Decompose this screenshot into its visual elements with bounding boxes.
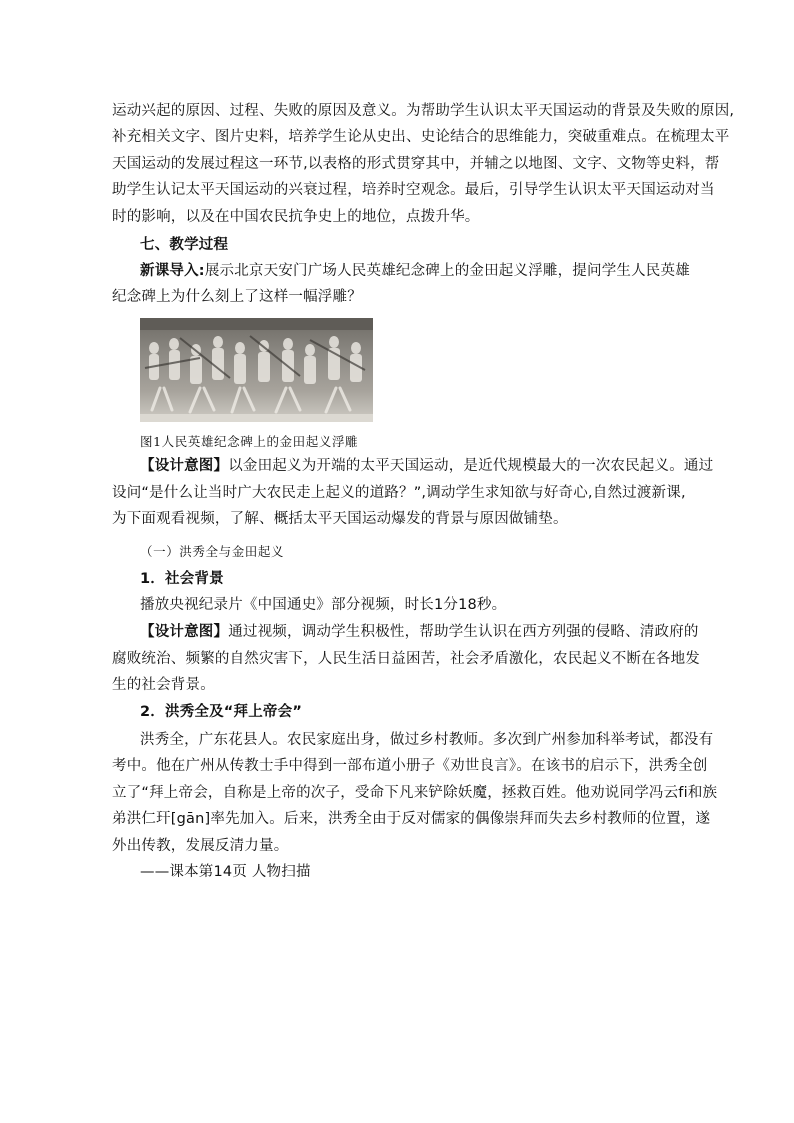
intro-line-1: 运动兴起的原因、过程、失败的原因及意义。为帮助学生认识太平天国运动的背景及失败的原因, <box>112 103 735 119</box>
subsection-heading: （一）洪秀全与金田起义 <box>140 544 285 559</box>
lead-in-text-1: 展示北京天安门广场人民英雄纪念碑上的金田起义浮雕，提问学生人民英雄 <box>204 263 690 279</box>
design-intent-label: 【设计意图】 <box>140 624 229 640</box>
point-2-heading: 2．洪秀全及“拜上帝会” <box>140 704 303 720</box>
design-intent-1-line-3: 为下面观看视频，了解、概括太平天国运动爆发的背景与原因做铺垫。 <box>112 511 568 527</box>
design-intent-label: 【设计意图】 <box>140 458 229 474</box>
section-heading: 七、教学过程 <box>140 237 229 253</box>
design-intent-1-line-1 <box>140 457 713 475</box>
intro-line-5: 时的影响，以及在中国农民抗争史上的地位，点拨升华。 <box>112 209 480 225</box>
lead-in-line-2: 纪念碑上为什么刻上了这样一幅浮雕？ <box>112 289 362 305</box>
design-intent-2-line-3: 生的社会背景。 <box>112 677 215 693</box>
figure-caption: 图1人民英雄纪念碑上的金田起义浮雕 <box>140 434 359 449</box>
point-1-text: 播放央视纪录片《中国通史》部分视频，时长1分18秒。 <box>140 597 507 613</box>
lead-in-label: 新课导入: <box>140 263 205 279</box>
quote-line-5: 外出传教，发展反清力量。 <box>112 838 289 854</box>
relief-sculpture-image <box>140 318 373 422</box>
point-1-heading: 1．社会背景 <box>140 571 224 587</box>
quote-line-3: 立了“拜上帝会，自称是上帝的次子，受命下凡来铲除妖魔，拯救百姓。他劝说同学冯云fi和族 <box>112 785 718 801</box>
design-intent-2-line-2: 腐败统治、频繁的自然灾害下，人民生活日益困苦，社会矛盾激化，农民起义不断在各地发 <box>112 651 700 667</box>
design-intent-2-text-1: 通过视频，调动学生积极性，帮助学生认识在西方列强的侵略、清政府的 <box>228 624 699 640</box>
quote-line-2: 考中。他在广州从传教士手中得到一部布道小册子《劝世良言》。在该书的启示下，洪秀全创 <box>112 758 708 774</box>
design-intent-1-text-1: 以金田起义为开端的太平天国运动，是近代规模最大的一次农民起义。通过 <box>228 458 714 474</box>
intro-line-2: 补充相关文字、图片史料，培养学生论从史出、史论结合的思维能力，突破重难点。在梳理太平 <box>112 129 730 145</box>
quote-source: ——课本第14页 人物扫描 <box>140 864 311 880</box>
design-intent-1-line-2: 设问“是什么让当时广大农民走上起义的道路？”,调动学生求知欲与好奇心,自然过渡新课, <box>112 485 686 501</box>
lead-in-line-1 <box>140 262 690 280</box>
quote-line-1: 洪秀全，广东花县人。农民家庭出身，做过乡村教师。多次到广州参加科举考试，都没有 <box>140 732 714 748</box>
intro-line-4: 助学生认记太平天国运动的兴衰过程，培养时空观念。最后，引导学生认识太平天国运动对当 <box>112 182 715 198</box>
quote-line-4: 弟洪仁玕[gān]率先加入。后来，洪秀全由于反对儒家的偶像崇拜而失去乡村教师的位置，遂 <box>112 811 711 827</box>
intro-line-3: 天国运动的发展过程这一环节,以表格的形式贯穿其中，并辅之以地图、文字、文物等史料，帮 <box>112 156 720 172</box>
design-intent-2-line-1 <box>140 623 699 641</box>
